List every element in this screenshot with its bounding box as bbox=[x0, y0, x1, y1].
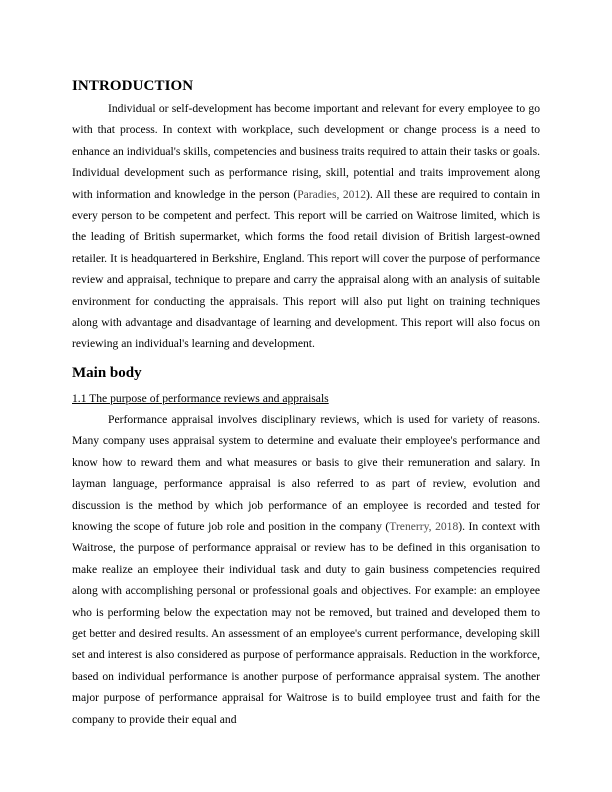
section-paragraph bbox=[72, 409, 540, 730]
section-citation: Trenerry, 2018 bbox=[389, 519, 459, 533]
section-text-part1: Performance appraisal involves disciplinary reviews, which is used for variety of reasons. Many company uses appraisal system to determine and evaluate their employee's performance and know how to reward them and what measures or basis to give their remuneration and salary. In layman language, performance appraisal is also referred to as part of review, evolution and discussion is the method by which job performance of an employee is recorded and tested for knowing the scope of future job role and position in the company ( bbox=[72, 412, 540, 533]
introduction-text-part1: Individual or self-development has become important and relevant for every employee to go with that process. In context with workplace, such development or change process is a need to enhance an individual's skills, competencies and business traits required to attain their tasks or goals. Individual development such as performance rising, skill, potential and traits improvement along with information and knowledge in the person ( bbox=[72, 102, 540, 201]
introduction-text-part2: ). All these are required to contain in every person to be competent and perfect. This report will be carried on Waitrose limited, which is the leading of British supermarket, which forms the food retail division of British largest-owned retailer. It is headquartered in Berkshire, England. This report will cover the purpose of performance review and appraisal, technique to prepare and carry the appraisal along with an analysis of suitable environment for conducting the appraisals. This report will also put light on training techniques along with advantage and disadvantage of learning and development. This report will also focus on reviewing an individual's learning and development. bbox=[72, 187, 541, 351]
introduction-citation: Paradies, 2012 bbox=[297, 187, 367, 201]
introduction-heading: INTRODUCTION bbox=[72, 78, 194, 94]
introduction-paragraph bbox=[72, 98, 540, 355]
section-heading: 1.1 The purpose of performance reviews and appraisals bbox=[72, 391, 329, 405]
document-body bbox=[72, 76, 540, 730]
main-body-heading: Main body bbox=[72, 364, 142, 381]
section-text-part2: ). In context with Waitrose, the purpose of performance appraisal or review has to be defined in this organisation to make realize an employee their individual task and duty to gain business competencies required along with accomplishing personal or professional goals and objectives. For example: an employee who is performing below the expectation may not be removed, but trained and developed them to get better and desired results. An assessment of an employee's current performance, developing skill set and interest is also considered as purpose of performance appraisals. Reduction in the workforce, based on individual performance is another purpose of performance appraisal system. The another major purpose of performance appraisal for Waitrose is to build employee trust and faith for the company to provide their equal and bbox=[72, 519, 540, 726]
